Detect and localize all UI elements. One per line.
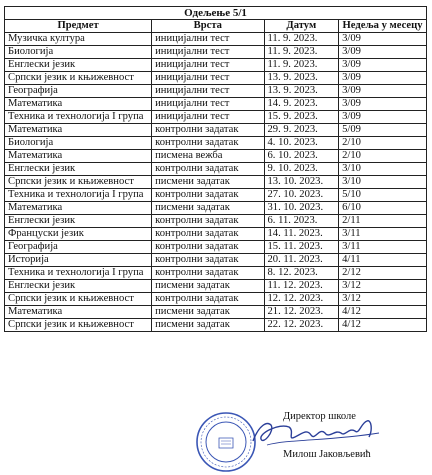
cell-type: контролни задатак: [152, 267, 264, 280]
cell-week: 3/09: [339, 33, 427, 46]
cell-type: иницијални тест: [152, 33, 264, 46]
table-row: [5, 150, 427, 163]
cell-type: иницијални тест: [152, 111, 264, 124]
header-type: Врста: [152, 20, 264, 33]
cell-week: 3/09: [339, 85, 427, 98]
cell-type: контролни задатак: [152, 293, 264, 306]
cell-week: 4/11: [339, 254, 427, 267]
cell-week: 3/09: [339, 111, 427, 124]
cell-subject: Српски језик и књижевност: [5, 72, 152, 85]
cell-type: писмени задатак: [152, 306, 264, 319]
cell-date: 6. 11. 2023.: [264, 215, 339, 228]
cell-date: 13. 9. 2023.: [264, 72, 339, 85]
signature-name: Милош Јаковљевић: [283, 449, 371, 460]
cell-week: 4/12: [339, 306, 427, 319]
table-title: Одељење 5/1: [5, 7, 427, 20]
cell-week: 3/09: [339, 72, 427, 85]
table-row: [5, 176, 427, 189]
cell-subject: Математика: [5, 98, 152, 111]
cell-subject: Техника и технологија I група: [5, 189, 152, 202]
cell-subject: Српски језик и књижевност: [5, 293, 152, 306]
table-row: [5, 293, 427, 306]
cell-week: 5/09: [339, 124, 427, 137]
header-date: Датум: [264, 20, 339, 33]
cell-date: 15. 9. 2023.: [264, 111, 339, 124]
cell-date: 31. 10. 2023.: [264, 202, 339, 215]
cell-type: иницијални тест: [152, 59, 264, 72]
cell-date: 9. 10. 2023.: [264, 163, 339, 176]
cell-date: 21. 12. 2023.: [264, 306, 339, 319]
cell-type: контролни задатак: [152, 124, 264, 137]
table-row: [5, 163, 427, 176]
cell-subject: Математика: [5, 150, 152, 163]
table-row: [5, 267, 427, 280]
cell-type: контролни задатак: [152, 241, 264, 254]
cell-date: 15. 11. 2023.: [264, 241, 339, 254]
cell-subject: Биологија: [5, 46, 152, 59]
cell-week: 2/11: [339, 215, 427, 228]
cell-week: 3/09: [339, 98, 427, 111]
cell-subject: Енглески језик: [5, 59, 152, 72]
cell-type: иницијални тест: [152, 72, 264, 85]
cell-subject: Српски језик и књижевност: [5, 176, 152, 189]
cell-date: 8. 12. 2023.: [264, 267, 339, 280]
table-row: [5, 306, 427, 319]
cell-subject: Географија: [5, 241, 152, 254]
cell-type: писмени задатак: [152, 319, 264, 332]
cell-type: писмени задатак: [152, 176, 264, 189]
cell-type: контролни задатак: [152, 163, 264, 176]
signature-block: [195, 407, 427, 473]
cell-week: 6/10: [339, 202, 427, 215]
cell-week: 3/11: [339, 241, 427, 254]
table-row: [5, 33, 427, 46]
cell-date: 6. 10. 2023.: [264, 150, 339, 163]
schedule-table: [4, 6, 427, 332]
cell-date: 13. 9. 2023.: [264, 85, 339, 98]
table-row: [5, 215, 427, 228]
table-row: [5, 228, 427, 241]
cell-week: 2/10: [339, 150, 427, 163]
cell-type: контролни задатак: [152, 137, 264, 150]
table-row: [5, 202, 427, 215]
cell-week: 2/12: [339, 267, 427, 280]
table-row: [5, 280, 427, 293]
cell-subject: Француски језик: [5, 228, 152, 241]
table-row: [5, 111, 427, 124]
signature-title: Директор школе: [283, 411, 356, 422]
cell-week: 5/10: [339, 189, 427, 202]
table-row: [5, 46, 427, 59]
cell-week: 3/12: [339, 293, 427, 306]
cell-subject: Историја: [5, 254, 152, 267]
cell-date: 11. 9. 2023.: [264, 33, 339, 46]
cell-subject: Математика: [5, 124, 152, 137]
table-row: [5, 124, 427, 137]
cell-subject: Енглески језик: [5, 215, 152, 228]
school-stamp-icon: [195, 411, 257, 473]
cell-subject: Математика: [5, 306, 152, 319]
cell-type: контролни задатак: [152, 215, 264, 228]
cell-week: 3/10: [339, 163, 427, 176]
cell-date: 11. 9. 2023.: [264, 59, 339, 72]
cell-type: писмена вежба: [152, 150, 264, 163]
cell-type: иницијални тест: [152, 85, 264, 98]
cell-date: 14. 11. 2023.: [264, 228, 339, 241]
cell-type: писмени задатак: [152, 202, 264, 215]
cell-week: 3/11: [339, 228, 427, 241]
cell-subject: Биологија: [5, 137, 152, 150]
cell-date: 13. 10. 2023.: [264, 176, 339, 189]
table-row: [5, 98, 427, 111]
cell-subject: Енглески језик: [5, 163, 152, 176]
header-subject: Предмет: [5, 20, 152, 33]
cell-date: 4. 10. 2023.: [264, 137, 339, 150]
cell-date: 14. 9. 2023.: [264, 98, 339, 111]
cell-week: 3/12: [339, 280, 427, 293]
cell-week: 2/10: [339, 137, 427, 150]
header-week: Недеља у месецу: [339, 20, 427, 33]
cell-subject: Техника и технологија I група: [5, 267, 152, 280]
cell-date: 20. 11. 2023.: [264, 254, 339, 267]
cell-date: 27. 10. 2023.: [264, 189, 339, 202]
table-row: [5, 85, 427, 98]
cell-subject: Географија: [5, 85, 152, 98]
cell-date: 29. 9. 2023.: [264, 124, 339, 137]
cell-type: контролни задатак: [152, 228, 264, 241]
cell-type: контролни задатак: [152, 254, 264, 267]
cell-subject: Техника и технологија I група: [5, 111, 152, 124]
cell-type: писмени задатак: [152, 280, 264, 293]
cell-date: 11. 12. 2023.: [264, 280, 339, 293]
cell-week: 4/12: [339, 319, 427, 332]
cell-type: иницијални тест: [152, 46, 264, 59]
table-row: [5, 72, 427, 85]
cell-subject: Математика: [5, 202, 152, 215]
table-body: [5, 33, 427, 332]
cell-week: 3/09: [339, 46, 427, 59]
table-row: [5, 254, 427, 267]
cell-subject: Енглески језик: [5, 280, 152, 293]
table-row: [5, 189, 427, 202]
table-row: [5, 137, 427, 150]
cell-week: 3/10: [339, 176, 427, 189]
table-row: [5, 241, 427, 254]
cell-date: 11. 9. 2023.: [264, 46, 339, 59]
cell-date: 12. 12. 2023.: [264, 293, 339, 306]
cell-date: 22. 12. 2023.: [264, 319, 339, 332]
cell-subject: Музичка култура: [5, 33, 152, 46]
table-row: [5, 319, 427, 332]
cell-week: 3/09: [339, 59, 427, 72]
cell-type: контролни задатак: [152, 189, 264, 202]
table-row: [5, 59, 427, 72]
cell-subject: Српски језик и књижевност: [5, 319, 152, 332]
cell-type: иницијални тест: [152, 98, 264, 111]
